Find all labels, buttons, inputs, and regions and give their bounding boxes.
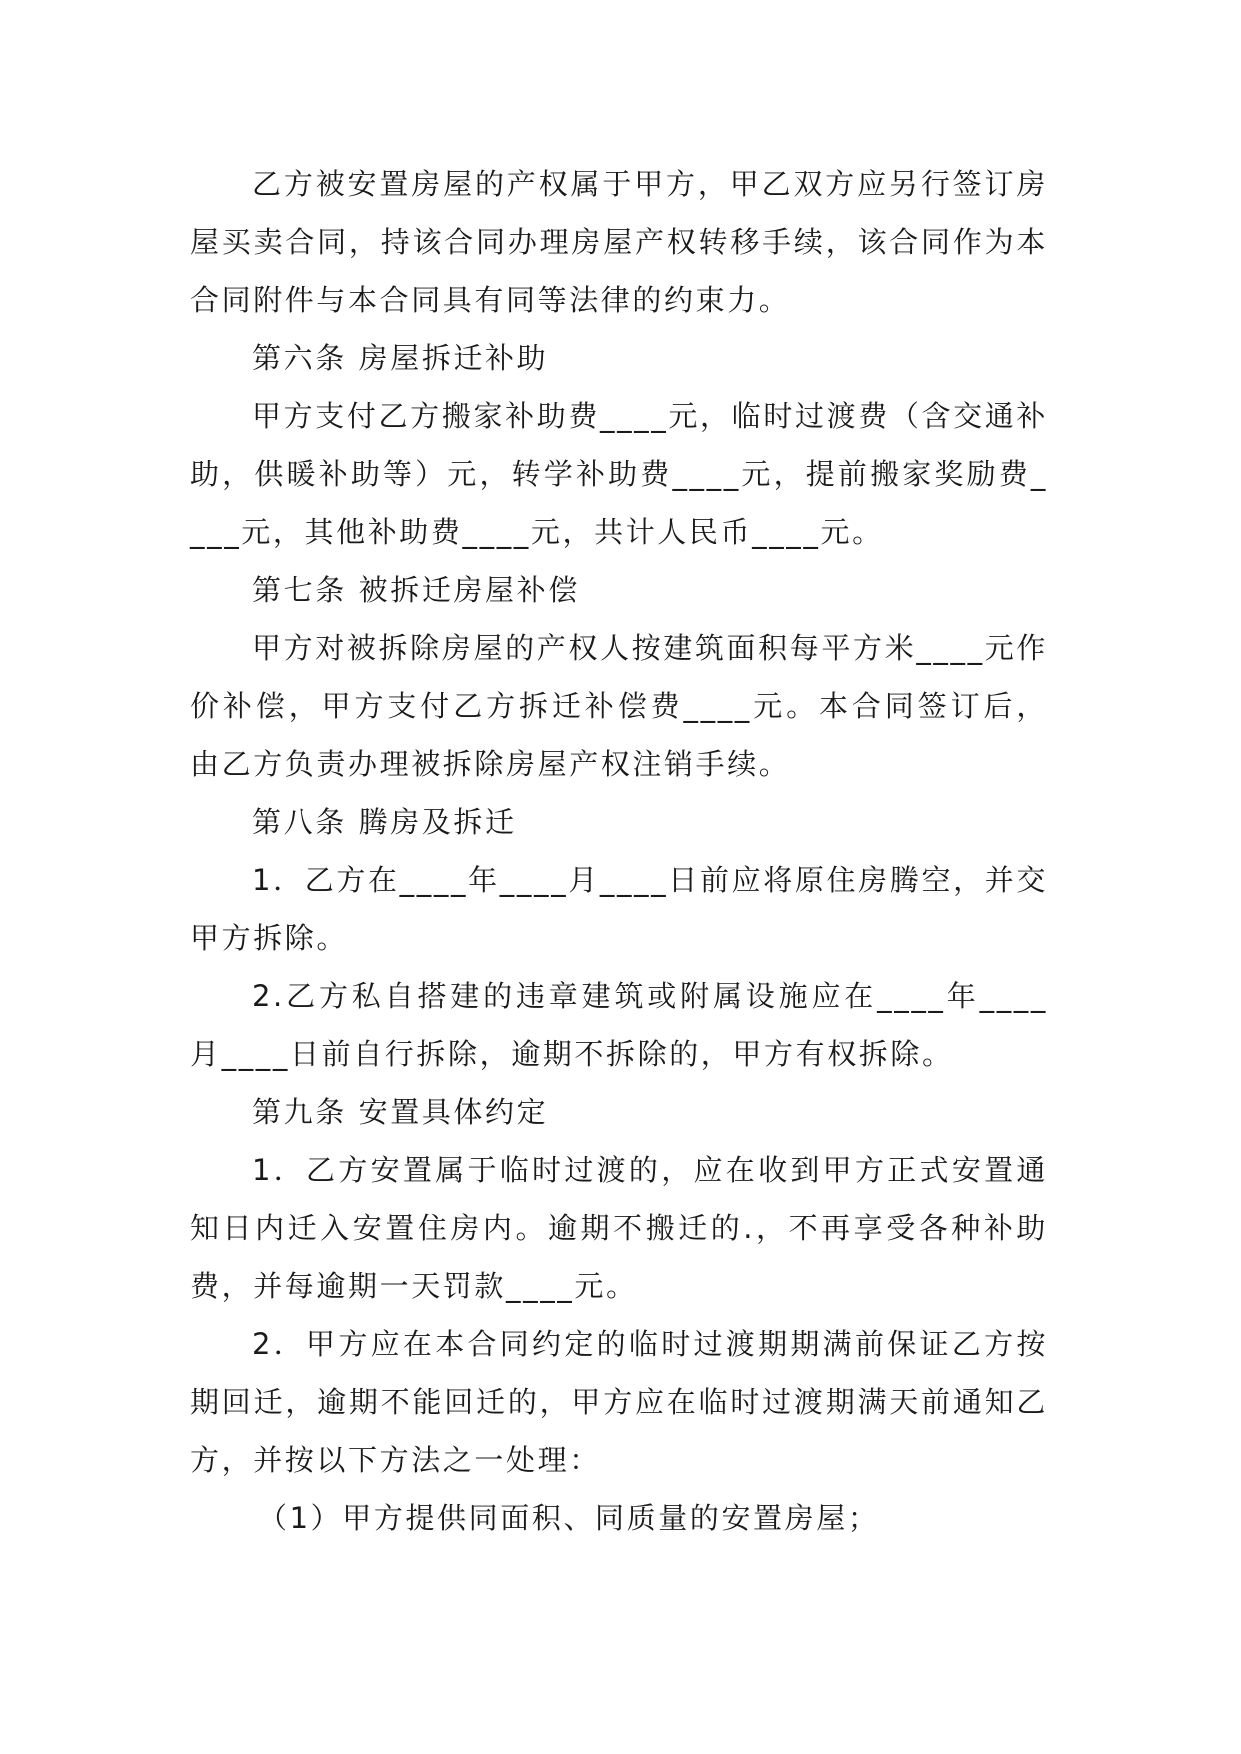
article-6-heading: 第六条 房屋拆迁补助 [252, 341, 549, 375]
paragraph-vacate-house: 1．乙方在____年____月____日前应将原住房腾空，并交甲方拆除。 [190, 863, 1048, 955]
paragraph-house-compensation: 甲方对被拆除房屋的产权人按建筑面积每平方米____元作价补偿，甲方支付乙方拆迁补偿费____元。本合同签订后，由乙方负责办理被拆除房屋产权注销手续。 [190, 631, 1048, 781]
paragraph-relocation-subsidy: 甲方支付乙方搬家补助费____元，临时过渡费（含交通补助，供暖补助等）元，转学补助费____元，提前搬家奖励费____元，其他补助费____元，共计人民币____元。 [190, 399, 1048, 549]
paragraph-illegal-structures: 2.乙方私自搭建的违章建筑或附属设施应在____年____月____日前自行拆除，逾期不拆除的，甲方有权拆除。 [190, 979, 1048, 1071]
article-7-heading: 第七条 被拆迁房屋补偿 [252, 573, 580, 607]
document-body [190, 155, 1048, 1547]
article-8-heading: 第八条 腾房及拆迁 [252, 805, 517, 839]
paragraph-option-1: （1）甲方提供同面积、同质量的安置房屋； [258, 1501, 880, 1535]
paragraph-return-on-schedule: 2．甲方应在本合同约定的临时过渡期期满前保证乙方按期回迁，逾期不能回迁的，甲方应在临时过渡期满天前通知乙方，并按以下方法之一处理： [190, 1327, 1048, 1477]
paragraph-property-rights: 乙方被安置房屋的产权属于甲方，甲乙双方应另行签订房屋买卖合同，持该合同办理房屋产权转移手续，该合同作为本合同附件与本合同具有同等法律的约束力。 [190, 167, 1048, 317]
paragraph-temporary-transition: 1．乙方安置属于临时过渡的，应在收到甲方正式安置通知日内迁入安置住房内。逾期不搬迁的.，不再享受各种补助费，并每逾期一天罚款____元。 [190, 1153, 1048, 1303]
article-9-heading: 第九条 安置具体约定 [252, 1095, 549, 1129]
